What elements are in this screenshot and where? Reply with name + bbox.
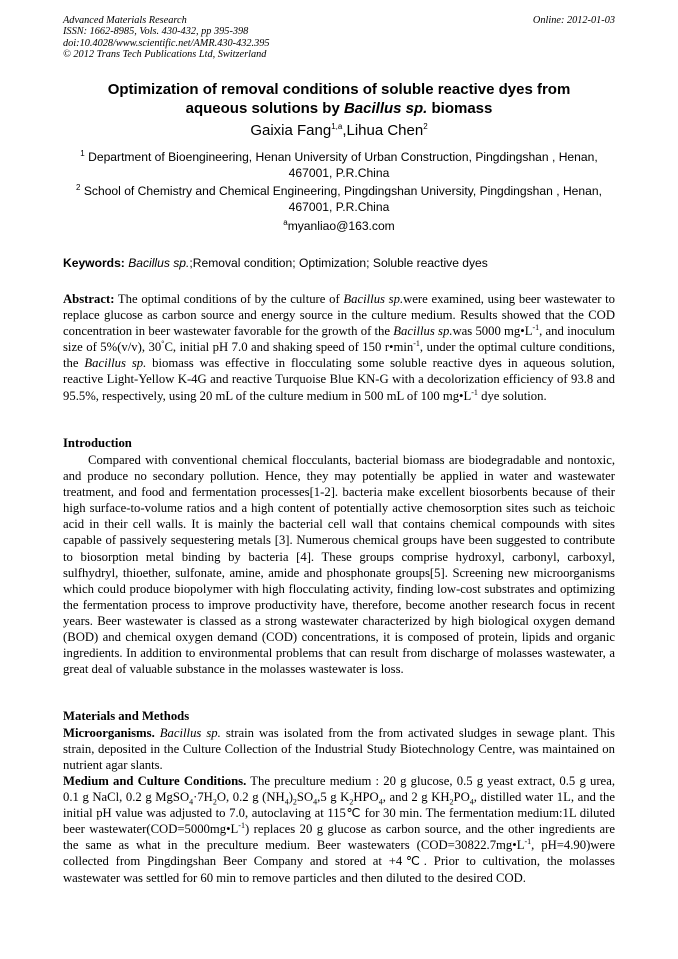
medium-text: SO (296, 790, 314, 805)
subscript: 2 (292, 797, 297, 807)
author-2-affil: 2 (423, 122, 428, 131)
title-line-1: Optimization of removal conditions of soluble reactive dyes from (107, 81, 571, 98)
medium-text: O, 0.2 g (NH (216, 790, 285, 805)
online-date: Online: 2012-01-03 (532, 15, 615, 26)
journal-meta (63, 15, 270, 61)
medium-text: ) replaces 20 g glucose as carbon source, and the other ingredients are the same as what in the preculture medium. Beer wastewaters (COD=30822.7mg•L (63, 822, 615, 853)
superscript: -1 (238, 821, 245, 831)
keywords-label: Keywords: (63, 256, 125, 270)
abstract-superscript: -1 (532, 322, 540, 332)
keywords-species: Bacillus sp. (128, 256, 190, 270)
affiliation-1-line-1 (63, 150, 615, 166)
affiliation-2-number: 2 (76, 182, 81, 192)
title-text-end: biomass (427, 100, 493, 117)
author-separator: , (342, 122, 347, 139)
methods-heading: Materials and Methods (63, 709, 190, 723)
medium-text: HPO (353, 790, 379, 805)
medium-label: Medium and Culture Conditions. (63, 774, 247, 788)
title-species: Bacillus sp. (343, 100, 428, 117)
email-line (63, 219, 615, 233)
medium-text: ,5 g K (317, 790, 350, 805)
introduction-heading: Introduction (63, 436, 132, 450)
abstract-text: , under the optimal culture conditions, the (63, 340, 615, 371)
abstract-text: , and inoculum size of 5%(v/v), 30 (63, 324, 616, 355)
email-address[interactable]: myanliao@163.com (287, 219, 395, 233)
microorganisms-text: strain was isolated from the from activated sludges in sewage plant. This strain, deposited in the Culture Collection of the Industrial Study Biotechnology Centre, was maintained on nutrient agar slants. (63, 726, 615, 773)
journal-name: Advanced Materials Research (63, 15, 187, 26)
affiliation-2 (63, 184, 615, 215)
introduction-body (63, 452, 615, 677)
microorganisms-label: Microorganisms. (63, 726, 155, 740)
abstract (63, 291, 615, 404)
superscript: -1 (524, 837, 532, 847)
affiliation-1 (63, 150, 615, 181)
medium-paragraph (63, 773, 615, 886)
author-1-affil: 1,a (331, 122, 343, 131)
subscript: 4 (189, 797, 194, 807)
affiliation-2-text: School of Chemistry and Chemical Engineering, Pingdingshan University, Pingdingshan , Henan, (83, 184, 602, 198)
affiliation-1-number: 1 (80, 148, 85, 158)
medium-text: The preculture medium : 20 g glucose, 0.5 g yeast extract, 0.5 g urea, 0.1 g NaCl, 0.2 g MgSO (63, 774, 615, 805)
affiliation-1-line-2: 467001, P.R.China (288, 165, 390, 180)
medium-text: PO (453, 790, 470, 805)
issn: ISSN: 1662-8985, Vols. 430-432, pp 395-398 (63, 26, 249, 38)
subscript: 4 (469, 797, 474, 807)
subscript: 4 (284, 797, 289, 807)
abstract-superscript: ° (161, 339, 165, 349)
author-2: Lihua Chen (346, 122, 424, 139)
abstract-species: Bacillus sp. (393, 324, 453, 339)
medium-text: , and 2 g KH (382, 790, 450, 805)
abstract-text: was 5000 mg•L (452, 324, 533, 339)
copyright: © 2012 Trans Tech Publications Ltd, Switzerland (63, 49, 267, 61)
affiliation-1-text: Department of Bioengineering, Henan University of Urban Construction, Pingdingshan , Henan, (88, 150, 598, 164)
abstract-label: Abstract: (63, 292, 115, 306)
medium-text: , distilled water 1L, and the initial pH value was adjusted to 7.0, autoclaving at 115℃ for 30 min. The fermentation medium:1L diluted beer wastewater(COD=5000mg•L (63, 790, 615, 837)
medium-text: ·7H (193, 790, 213, 805)
abstract-text: biomass was effective in flocculating some soluble reactive dyes in aqueous solution, reactive Light-Yellow K-4G and reactive Turquoise Blue KN-G with a decolorization efficiency of 93.8 and 95.5%, respectively, using 20 mL of the culture medium in 500 mL of 100 mg•L (63, 356, 615, 403)
abstract-text: were examined, using beer wastewater to replace glucose as carbon source and energy source in the culture medium. Results showed that the COD concentration in beer wastewater favorable for the growth of the (63, 292, 615, 339)
title-text: aqueous solutions by (185, 100, 344, 117)
subscript: 4 (378, 797, 383, 807)
abstract-text: C, initial pH 7.0 and shaking speed of 150 r•min (164, 340, 414, 355)
subscript: 2 (449, 797, 454, 807)
introduction-text: Compared with conventional chemical flocculants, bacterial biomass are biodegradable and nontoxic, and produce no secondary pollution. Hence, they may potentially be applied in water and wastewater treatment, and food and fermentation processes[1-2]. bacteria make excellent biosorbents because of their high surface-to-volume ratios and a high content of potentially active chemosorption sites such as teichoic acid in their cell walls. It is mainly the bacterial cell wall that contains chemical compounds with sites capable of passively sequestering metals [3]. Numerous chemical groups have been suggested to contribute to biosorption metal binding by bacteria [4]. These groups comprise hydroxyl, carbonyl, carboxyl, sulfhydryl, thioether, sulfonate, amine, amide and phosphonate groups[5]. Screening new microorganisms which could produce biopolymer with high flocculating activity, finding low-cost substrates and optimizing the fermentation process to improve productivity have, therefore, become another research focus in recent years. Beer wastewater is classed as a strong wastewater characterized by high biological oxygen demand (BOD) and chemical oxygen demand (COD) concentrations, it is composed of protein, lipids and organic ingredients. In addition to environmental problems that can result from discharge of molasses wastewater, a great deal of valuable substance in the molasses wastewater is loss. (63, 453, 615, 677)
abstract-text: The optimal conditions of by the culture of (114, 292, 344, 306)
doi: doi:10.4028/www.scientific.net/AMR.430-432.395 (63, 37, 270, 49)
medium-text: ) (288, 790, 293, 805)
microorganisms-species: Bacillus sp. (159, 726, 221, 740)
microorganisms-paragraph (63, 725, 615, 773)
email-marker: a (283, 217, 288, 227)
title-line-2 (63, 99, 615, 118)
subscript: 4 (313, 797, 318, 807)
affiliation-2-line-2: 467001, P.R.China (288, 199, 390, 214)
affiliation-2-line-1 (63, 184, 615, 200)
paper-title (63, 80, 615, 118)
author-list (63, 122, 615, 139)
subscript: 2 (212, 797, 217, 807)
abstract-superscript: -1 (471, 387, 478, 397)
author-1: Gaixia Fang (250, 122, 332, 139)
keywords (63, 256, 615, 270)
medium-text: , pH=4.90)were collected from Pingdingshan Beer Company and stored at +4℃. Prior to cultivation, the molasses wastewater was settled for 60 min to remove particles and then diluted to the desired COD. (63, 838, 615, 885)
abstract-species: Bacillus sp. (84, 356, 147, 371)
abstract-superscript: -1 (413, 339, 420, 349)
subscript: 2 (349, 797, 354, 807)
abstract-text: dye solution. (477, 388, 547, 403)
keywords-text: ;Removal condition; Optimization; Soluble reactive dyes (189, 256, 488, 270)
abstract-species: Bacillus sp. (343, 292, 404, 306)
